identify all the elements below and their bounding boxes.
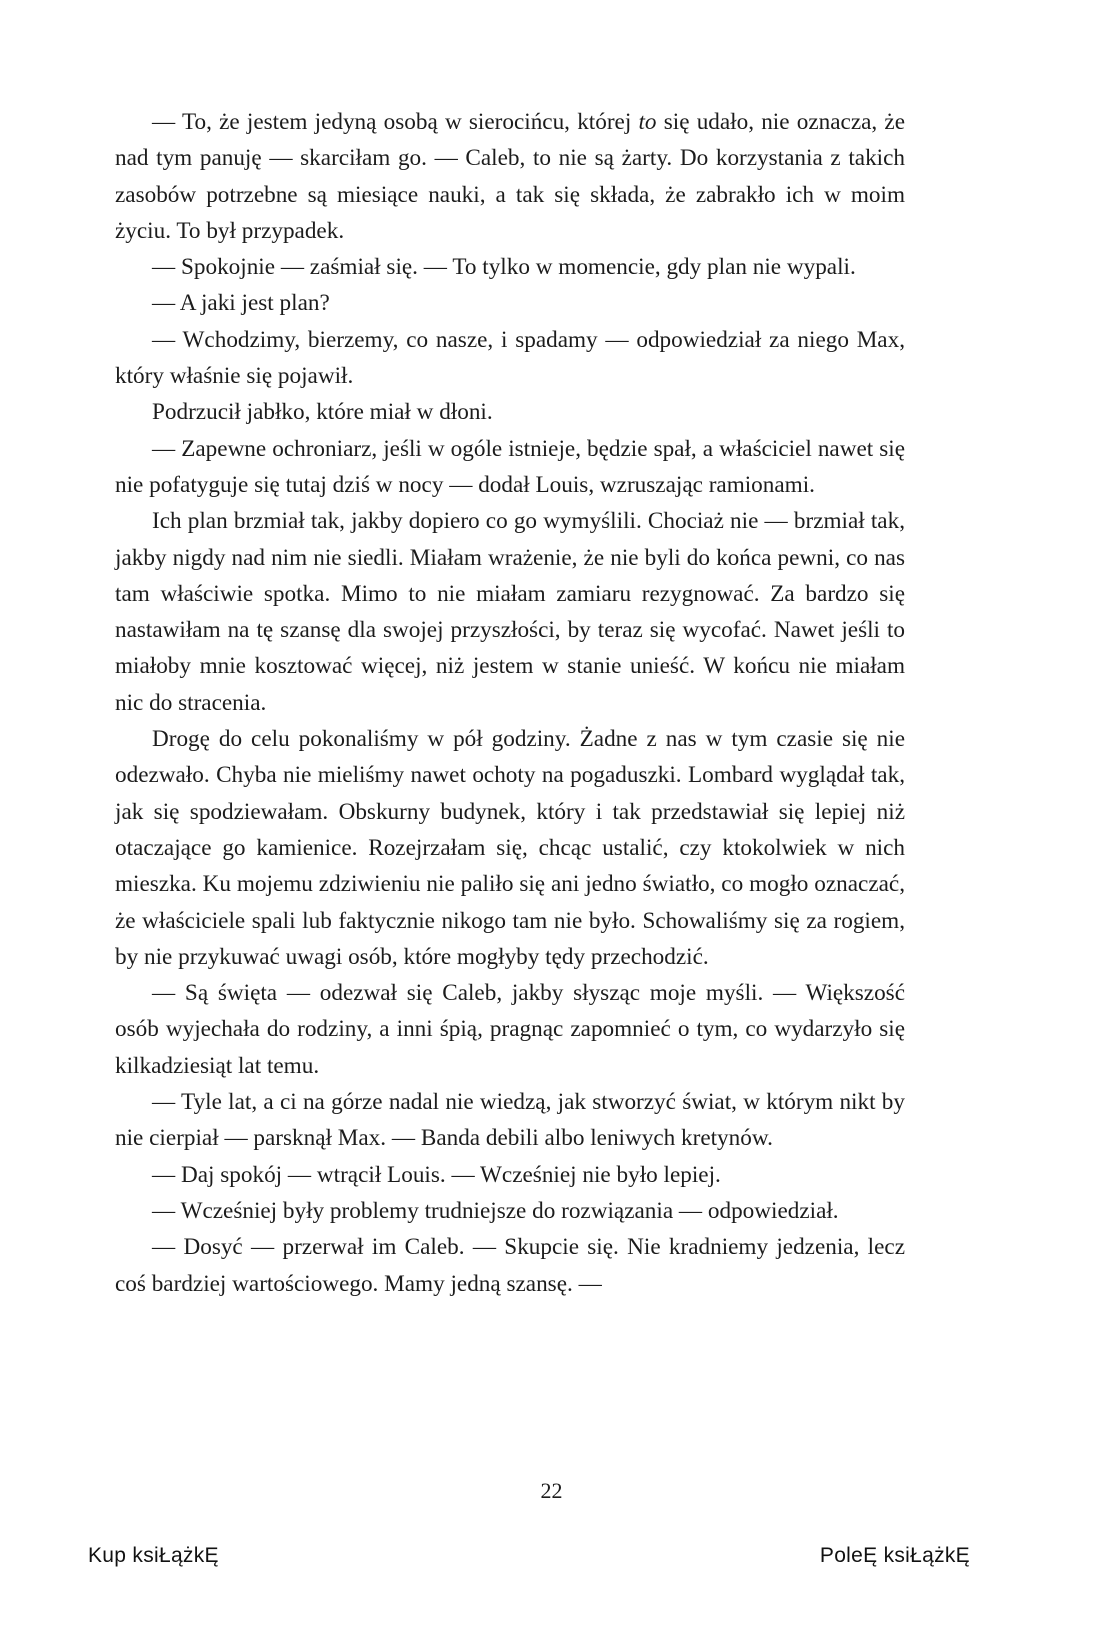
paragraph: — Daj spokój — wtrącił Louis. — Wcześniej nie było lepiej. [152, 1161, 721, 1188]
recommend-book-link[interactable]: PoleĘ ksiŁążkĘ [819, 1544, 970, 1567]
paragraph: — Spokojnie — zaśmiał się. — To tylko w momencie, gdy plan nie wypali. [152, 254, 856, 281]
buy-book-link[interactable]: Kup ksiŁążkĘ [88, 1544, 219, 1567]
page-number: 22 [540, 1478, 563, 1503]
paragraph: — A jaki jest plan? [152, 290, 330, 317]
paragraph: Ich plan brzmiał tak, jakby dopiero co go wymyślili. Chociaż nie — brzmiał tak, jakby nigdy nad nim nie siedli. Miałam wrażenie, że nie byli do końca pewni, co nas tam właściwie spotka. Mimo to nie miałam zamiaru rezygnować. Za bardzo się nastawiłam na tę szansę dla swojej przyszłości, by teraz się wycofać. Nawet jeśli to miałoby mnie kosztować więcej, niż jestem w stanie unieść. W końcu nie miałam nic do stracenia. [115, 508, 905, 716]
emphasized-word: to [638, 109, 657, 135]
paragraph: — Dosyć — przerwał im Caleb. — Skupcie się. Nie kradniemy jedzenia, lecz coś bardziej wartościowego. Mamy jedną szansę. — [115, 1234, 905, 1297]
paragraph: Drogę do celu pokonaliśmy w pół godziny. Żadne z nas w tym czasie się nie odezwało. Chyba nie mieliśmy nawet ochoty na pogaduszki. Lombard wyglądał tak, jak się spodziewałam. Obskurny budynek, który i tak przedstawiał się lepiej niż otaczające go kamienice. Rozejrzałam się, chcąc ustalić, czy ktokolwiek w nich mieszka. Ku mojemu zdziwieniu nie paliło się ani jedno światło, co mogło oznaczać, że właściciele spali lub faktycznie nikogo tam nie było. Schowaliśmy się za rogiem, by nie przykuwać uwagi osób, które mogłyby tędy przechodzić. [115, 726, 905, 970]
paragraph: — Są święta — odezwał się Caleb, jakby słysząc moje myśli. — Większość osób wyjechała do rodziny, a inni śpią, pragnąc zapomnieć o tym, co wydarzyło się kilkadziesiąt lat temu. [115, 980, 905, 1079]
paragraph: — Zapewne ochroniarz, jeśli w ogóle istnieje, będzie spał, a właściciel nawet się nie pofatyguje się tutaj dziś w nocy — dodał Louis, wzruszając ramionami. [115, 435, 905, 498]
paragraph: Podrzucił jabłko, które miał w dłoni. [152, 399, 493, 426]
paragraph: — Wchodzimy, bierzemy, co nasze, i spadamy — odpowiedział za niego Max, który właśnie się pojawił. [115, 326, 905, 390]
paragraph: — Wcześniej były problemy trudniejsze do rozwiązania — odpowiedział. [152, 1197, 839, 1224]
page-body-text [115, 104, 905, 1302]
paragraph: — Tyle lat, a ci na górze nadal nie wiedzą, jak stworzyć świat, w którym nikt by nie cierpiał — parsknął Max. — Banda debili albo leniwych kretynów. [115, 1089, 905, 1152]
paragraph: — To, że jestem jedyną osobą w sierocińcu, której to się udało, nie oznacza, że nad tym panuję — skarciłam go. — Caleb, to nie są żarty. Do korzystania z takich zasobów potrzebne są miesiące nauki, a tak się składa, że zabrakło ich w moim życiu. To był przypadek. [115, 109, 905, 244]
